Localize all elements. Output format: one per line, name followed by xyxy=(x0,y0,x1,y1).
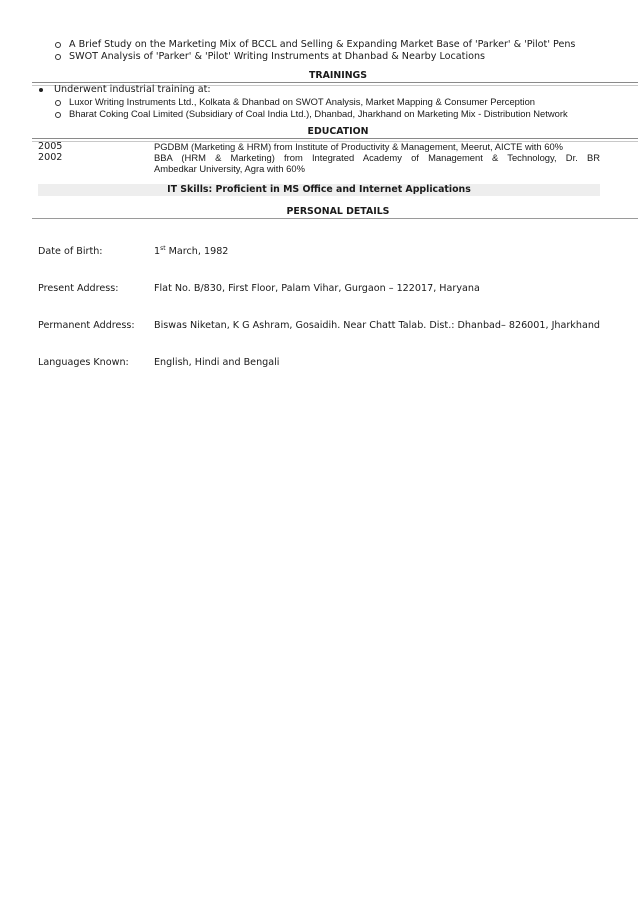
permanent-address-value: Biswas Niketan, K G Ashram, Gosaidih. Near Chatt Talab. Dist.: Dhanbad– 826001, Jharkhand xyxy=(154,320,600,331)
education-detail: BBA (HRM & Marketing) from Integrated Academy of Management & Technology, Dr. BR Ambedkar University, Agra with 60% xyxy=(154,152,600,175)
training-intro: Underwent industrial training at: xyxy=(54,84,211,95)
languages-value: English, Hindi and Bengali xyxy=(154,357,280,368)
dob-label: Date of Birth: xyxy=(38,246,103,257)
trainings-heading: TRAININGS xyxy=(309,70,367,81)
it-skills: IT Skills: Proficient in MS Office and Internet Applications xyxy=(167,184,471,195)
circle-bullet-icon xyxy=(55,54,61,60)
project-item: SWOT Analysis of 'Parker' & 'Pilot' Writing Instruments at Dhanbad & Nearby Locations xyxy=(69,51,486,62)
languages-label: Languages Known: xyxy=(38,357,129,368)
education-heading: EDUCATION xyxy=(307,126,369,137)
circle-bullet-icon xyxy=(55,100,61,106)
bullet-icon xyxy=(39,88,43,92)
education-year: 2005 xyxy=(38,141,63,152)
dob-value: 1st March, 1982 xyxy=(154,245,229,257)
project-item: A Brief Study on the Marketing Mix of BCCL and Selling & Expanding Market Base of 'Parker' & 'Pilot' Pens xyxy=(69,39,576,50)
education-year: 2002 xyxy=(38,152,63,163)
training-item: Bharat Coking Coal Limited (Subsidiary of Coal India Ltd.), Dhanbad, Jharkhand on Marketing Mix - Distribution Network xyxy=(69,108,568,119)
education-detail: PGDBM (Marketing & HRM) from Institute of Productivity & Management, Meerut, AICTE with 60% xyxy=(154,141,563,152)
training-item: Luxor Writing Instruments Ltd., Kolkata & Dhanbad on SWOT Analysis, Market Mapping & Consumer Perception xyxy=(69,96,536,107)
circle-bullet-icon xyxy=(55,42,61,48)
circle-bullet-icon xyxy=(55,112,61,118)
present-address-value: Flat No. B/830, First Floor, Palam Vihar, Gurgaon – 122017, Haryana xyxy=(154,283,480,294)
permanent-address-label: Permanent Address: xyxy=(38,320,135,331)
present-address-label: Present Address: xyxy=(38,283,119,294)
personal-details-heading: PERSONAL DETAILS xyxy=(286,206,390,217)
section-divider xyxy=(32,218,638,219)
